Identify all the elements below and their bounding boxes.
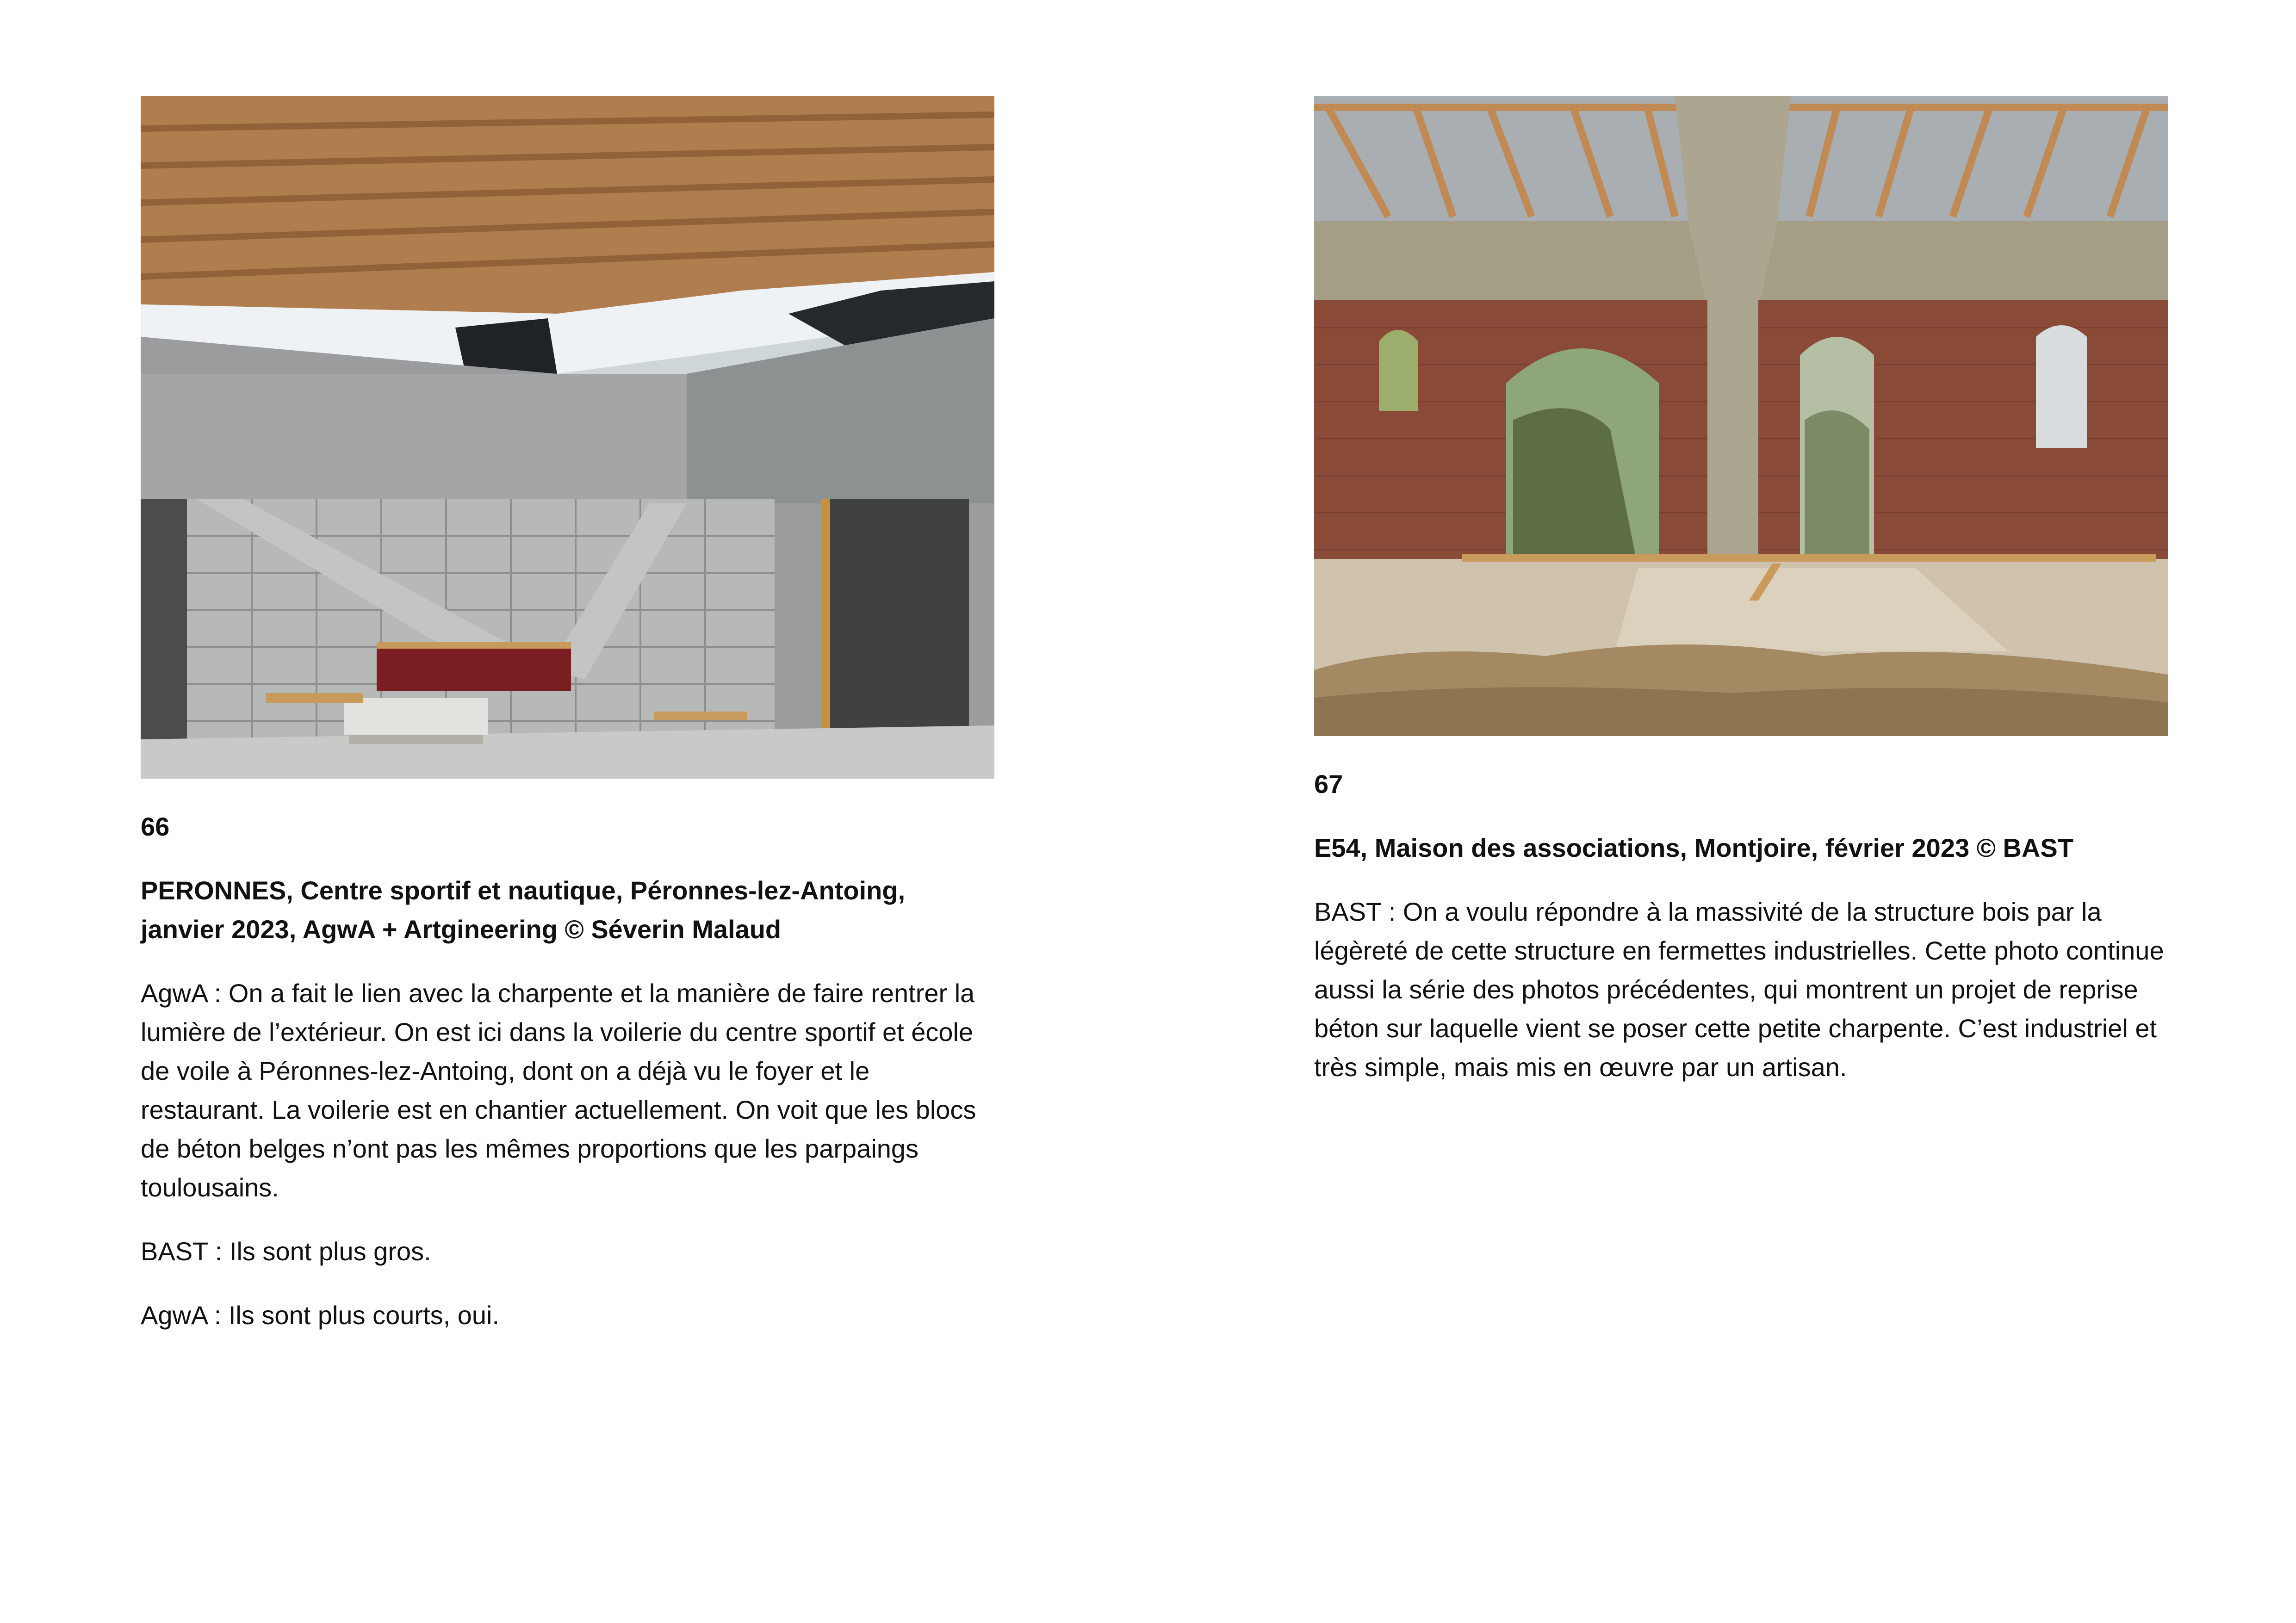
left-column bbox=[141, 96, 994, 1335]
photo-peronnes-sail-loft bbox=[141, 96, 994, 779]
figure-caption: PERONNES, Centre sportif et nautique, Péronnes-lez-Antoing, janvier 2023, AgwA + Artgineering © Séverin Malaud bbox=[141, 876, 906, 944]
paragraph: BAST : Ils sont plus gros. bbox=[141, 1237, 431, 1266]
paragraph: AgwA : Ils sont plus courts, oui. bbox=[141, 1301, 500, 1330]
paragraph: AgwA : On a fait le lien avec la charpente et la manière de faire rentrer la lumière de l’extérieur. On est ici dans la voilerie du centre sportif et école de voile à Péronnes-lez-Antoing, dont on a déjà vu le foyer et le restaurant. La voilerie est en chantier actuellement. On voit que les blocs de béton belges n’ont pas les mêmes proportions que les parpaings toulousains. bbox=[141, 979, 976, 1202]
photo-montjoire-maison-associations bbox=[1314, 96, 2168, 736]
right-column bbox=[1314, 96, 2168, 1087]
figure-number: 67 bbox=[1314, 769, 1343, 799]
paragraph: BAST : On a voulu répondre à la massivité de la structure bois par la légèreté de cette structure en fermettes industrielles. Cette photo continue aussi la série des photos précédentes, qui montrent un projet de reprise béton sur laquelle vient se poser cette petite charpente. C’est industriel et très simple, mais mis en œuvre par un artisan. bbox=[1314, 897, 2164, 1082]
figure-number: 66 bbox=[141, 812, 170, 841]
figure-caption: E54, Maison des associations, Montjoire, février 2023 © BAST bbox=[1314, 833, 2073, 862]
